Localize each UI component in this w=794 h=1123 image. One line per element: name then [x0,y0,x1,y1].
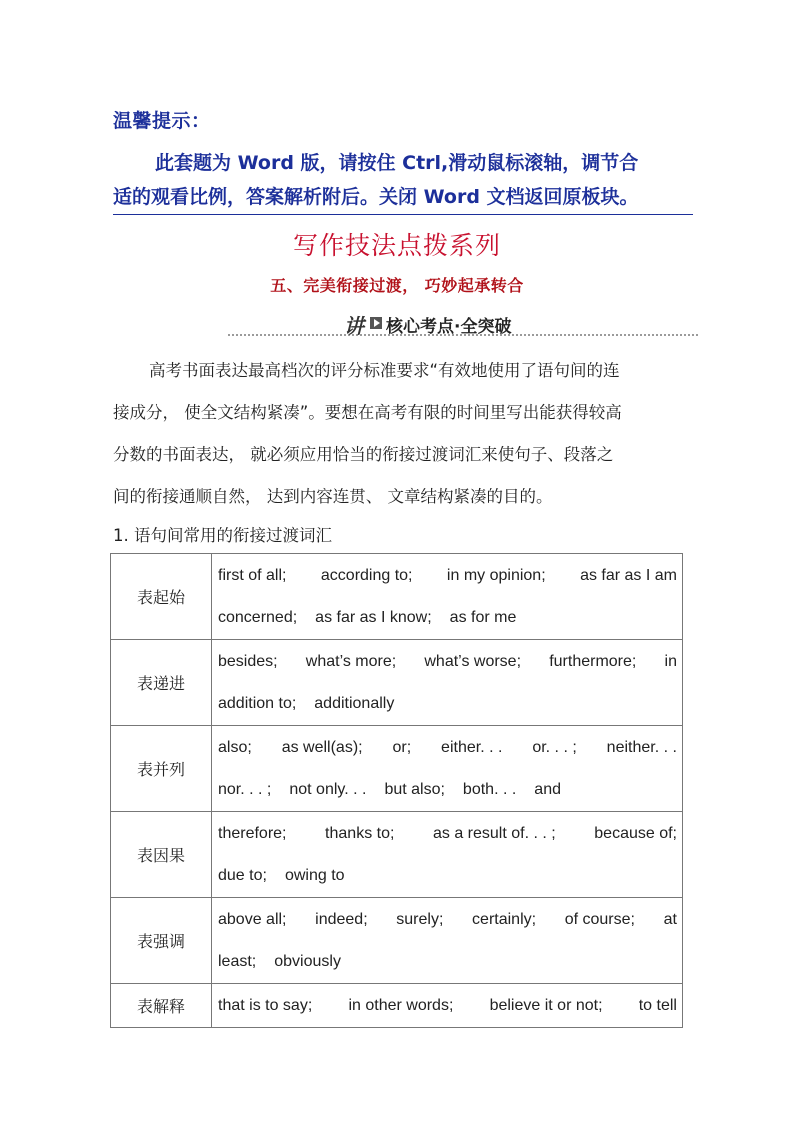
phrase: thanks to; [325,824,395,842]
phrase-line [218,769,677,811]
category-cell: 表并列 [111,726,212,812]
phrase: at [663,910,677,928]
phrase: and [534,780,561,798]
lecture-glyph: 讲 [344,314,364,338]
phrase: either. . . [441,738,503,756]
phrase: as far as I am [580,566,677,584]
phrase: additionally [314,694,395,712]
phrase: in my opinion; [446,566,546,584]
phrase-line [218,985,677,1027]
phrase-line [218,555,677,597]
banner-label: 核心考点·全突破 [386,317,512,337]
phrase: neither. . . [606,738,677,756]
tip-notice [113,146,693,215]
phrase-line [218,941,677,983]
category-cell: 表强调 [111,898,212,984]
phrase: certainly; [472,910,537,928]
phrase: or. . . ; [532,738,577,756]
phrase: least; [218,952,257,970]
subheading: 1. 语句间常用的衔接过渡词汇 [113,526,332,545]
section-title: 五、完美衔接过渡， 巧妙起承转合 [270,276,524,295]
words-cell [212,898,683,984]
phrase: as a result of. . . ; [432,824,556,842]
phrase: to tell [638,996,677,1014]
series-title: 写作技法点拨系列 [292,231,501,260]
tip-title: 温馨提示： [113,110,211,132]
phrase-line [218,813,677,855]
phrase: as far as I know; [315,608,432,626]
table-row [111,812,683,898]
transition-words-table [110,553,683,1028]
tip-line-1: 此套题为 Word 版，请按住 Ctrl,滑动鼠标滚轴，调节合 [155,152,639,174]
phrase-line [218,899,677,941]
phrase: believe it or not; [489,996,603,1014]
phrase: that is to say; [218,996,313,1014]
phrase: besides; [218,652,278,670]
phrase: because of; [594,824,677,842]
table-row [111,984,683,1028]
phrase: both. . . [462,780,517,798]
intro-line: 高考书面表达最高档次的评分标准要求“有效地使用了语句间的连 [149,361,620,380]
phrase: addition to; [218,694,297,712]
phrase: surely; [396,910,444,928]
words-cell [212,812,683,898]
phrase-line [218,727,677,769]
table-row [111,726,683,812]
phrase: or; [392,738,412,756]
words-cell [212,640,683,726]
phrase: in [664,652,677,670]
category-cell: 表解释 [111,984,212,1028]
table-row [111,640,683,726]
phrase: concerned; [218,608,298,626]
phrase: indeed; [315,910,368,928]
phrase: of course; [564,910,635,928]
phrase: also; [218,738,252,756]
phrase: owing to [284,866,345,884]
phrase: obviously [274,952,341,970]
phrase: therefore; [218,824,287,842]
phrase: not only. . . [289,780,367,798]
words-cell [212,554,683,640]
phrase: nor. . . ; [218,780,272,798]
phrase-line [218,855,677,897]
phrase: as for me [449,608,517,626]
category-cell: 表起始 [111,554,212,640]
phrase: what’s more; [305,652,397,670]
phrase: furthermore; [549,652,637,670]
category-cell: 表递进 [111,640,212,726]
category-cell: 表因果 [111,812,212,898]
phrase: according to; [320,566,413,584]
intro-line: 接成分， 使全文结构紧凑”。要想在高考有限的时间里写出能获得较高 [113,403,622,422]
core-points-banner [228,310,698,338]
phrase: first of all; [218,566,287,584]
table-row [111,898,683,984]
phrase: but also; [384,780,445,798]
tip-line-2: 适的观看比例，答案解析附后。关闭 Word 文档返回原板块。 [113,186,639,208]
phrase-line [218,641,677,683]
phrase: as well(as); [281,738,363,756]
play-icon [370,317,382,329]
intro-paragraph [113,350,683,518]
words-cell [212,984,683,1028]
phrase: what’s worse; [424,652,522,670]
intro-line: 分数的书面表达， 就必须应用恰当的衔接过渡词汇来使句子、段落之 [113,445,614,464]
table-row [111,554,683,640]
phrase: due to; [218,866,267,884]
phrase-line [218,597,677,639]
words-cell [212,726,683,812]
intro-line: 间的衔接通顺自然， 达到内容连贯、 文章结构紧凑的目的。 [113,487,553,506]
phrase-line [218,683,677,725]
phrase: in other words; [348,996,454,1014]
phrase: above all; [218,910,287,928]
